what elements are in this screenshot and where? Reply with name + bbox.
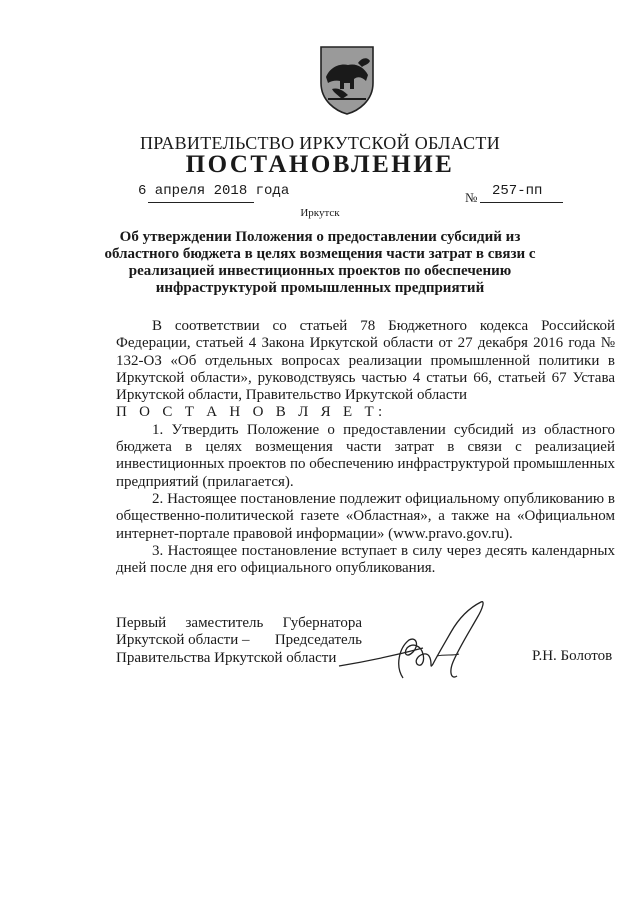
position-line2-b: Председатель — [274, 632, 362, 649]
decree-item-1: 1. Утвердить Положение о предоставлении субсидий из областного бюджета в целях возмещения части затрат в связи с реализацией инвестиционных проектов по обеспечению инфраструктурой промышленных предприятий (прилагается). — [116, 421, 615, 490]
document-date: 6 апреля 2018 года — [138, 183, 290, 199]
document-heading: Об утверждении Положения о предоставлении субсидий из областного бюджета в целях возмещения части затрат в связи с реализацией инвестиционных проектов по обеспечению инфраструктурой промышленных предприятий — [104, 229, 536, 296]
document-number: 257-пп — [492, 183, 543, 199]
position-word-2: заместитель — [185, 615, 264, 631]
signatory-name: Р.Н. Болотов — [532, 648, 613, 664]
coat-of-arms-emblem — [318, 43, 376, 115]
document-body — [116, 318, 615, 577]
decree-item-2: 2. Настоящее постановление подлежит официальному опубликованию в общественно-политической газете «Областная», а также на «Официальном интернет-портале правовой информации» (www.pravo.gov.ru). — [116, 490, 615, 542]
preamble-paragraph: В соответствии со статьей 78 Бюджетного кодекса Российской Федерации, статьей 4 Закона Иркутской области от 27 декабря 2016 года № 132-ОЗ «Об отдельных вопросах реализации промышленной политики в Иркутской области», руководствуясь частью 4 статьи 66, статьей 67 Устава Иркутской области, Правительство Иркутской области — [116, 318, 615, 404]
city-name: Иркутск — [300, 207, 340, 219]
decree-item-3: 3. Настоящее постановление вступает в силу через десять календарных дней после дня его официального опубликования. — [116, 542, 615, 577]
handwritten-signature — [333, 596, 503, 688]
position-line3: Правительства Иркутской области — [116, 649, 337, 666]
signatory-position — [116, 615, 362, 667]
date-underline — [148, 202, 254, 203]
position-word-3: Губернатора — [282, 615, 362, 631]
number-underline — [480, 202, 563, 203]
position-word-1: Первый — [116, 615, 167, 631]
position-line2-a: Иркутской области – — [116, 632, 250, 649]
decree-word: П О С Т А Н О В Л Я Е Т: — [116, 404, 387, 421]
number-sign: № — [465, 190, 478, 205]
document-type-title: ПОСТАНОВЛЕНИЕ — [185, 151, 455, 178]
government-name: ПРАВИТЕЛЬСТВО ИРКУТСКОЙ ОБЛАСТИ — [139, 133, 501, 153]
